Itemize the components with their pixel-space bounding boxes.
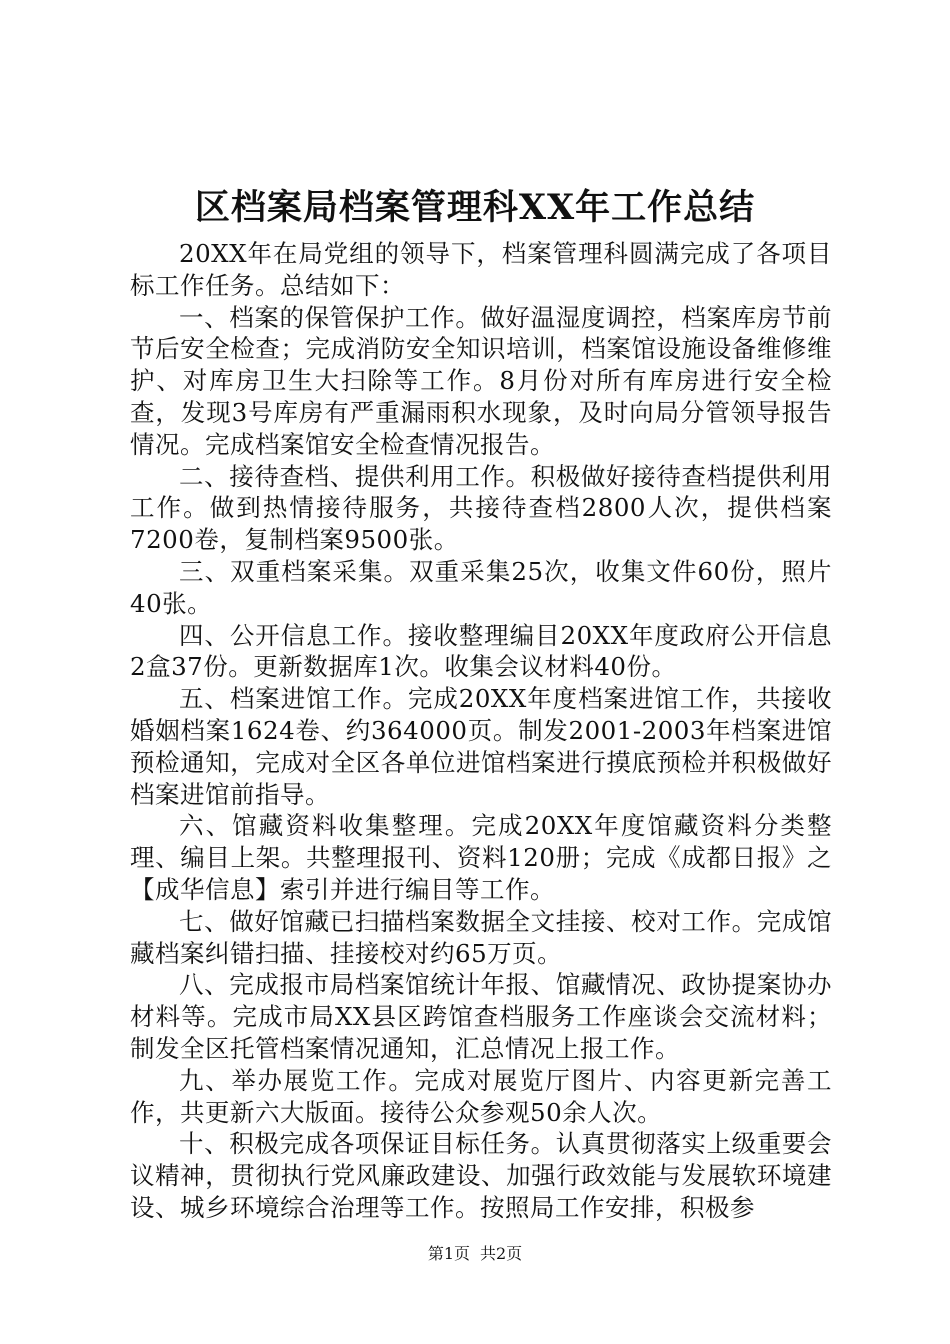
paragraph-section-7: 七、做好馆藏已扫描档案数据全文挂接、校对工作。完成馆藏档案纠错扫描、挂接校对约65万页。: [130, 906, 832, 968]
document-body: [130, 238, 832, 1224]
page-number-total: 共2页: [480, 1244, 523, 1263]
paragraph-section-3: 三、双重档案采集。双重采集25次，收集文件60份，照片40张。: [130, 556, 832, 618]
paragraph-section-6: 六、馆藏资料收集整理。完成20XX年度馆藏资料分类整理、编目上架。共整理报刊、资料120册；完成《成都日报》之【成华信息】索引并进行编目等工作。: [130, 811, 832, 904]
page-number-current: 第1页: [427, 1244, 470, 1263]
paragraph-section-10: 十、积极完成各项保证目标任务。认真贯彻落实上级重要会议精神，贯彻执行党风廉政建设、加强行政效能与发展软环境建设、城乡环境综合治理等工作。按照局工作安排，积极参: [130, 1129, 832, 1222]
paragraph-section-1: 一、档案的保管保护工作。做好温湿度调控，档案库房节前节后安全检查；完成消防安全知识培训，档案馆设施设备维修维护、对库房卫生大扫除等工作。8月份对所有库房进行安全检查，发现3号库房有严重漏雨积水现象，及时向局分管领导报告情况。完成档案馆安全检查情况报告。: [130, 302, 832, 459]
document-title: 区档案局档案管理科XX年工作总结: [194, 187, 756, 228]
paragraph-section-2: 二、接待查档、提供利用工作。积极做好接待查档提供利用工作。做到热情接待服务，共接待查档2800人次，提供档案7200卷，复制档案9500张。: [130, 461, 832, 555]
paragraph-intro: 20XX年在局党组的领导下，档案管理科圆满完成了各项目标工作任务。总结如下：: [130, 239, 832, 300]
paragraph-section-8: 八、完成报市局档案馆统计年报、馆藏情况、政协提案协办材料等。完成市局XX县区跨馆查档服务工作座谈会交流材料；制发全区托管档案情况通知，汇总情况上报工作。: [130, 970, 832, 1063]
paragraph-section-5: 五、档案进馆工作。完成20XX年度档案进馆工作，共接收婚姻档案1624卷、约364000页。制发2001-2003年档案进馆预检通知，完成对全区各单位进馆档案进行摸底预检并积极做好档案进馆前指导。: [130, 684, 832, 809]
paragraph-section-4: 四、公开信息工作。接收整理编目20XX年度政府公开信息2盒37份。更新数据库1次。收集会议材料40份。: [130, 620, 832, 682]
paragraph-section-9: 九、举办展览工作。完成对展览厅图片、内容更新完善工作，共更新六大版面。接待公众参观50余人次。: [130, 1065, 832, 1127]
page-footer: [0, 1243, 950, 1265]
